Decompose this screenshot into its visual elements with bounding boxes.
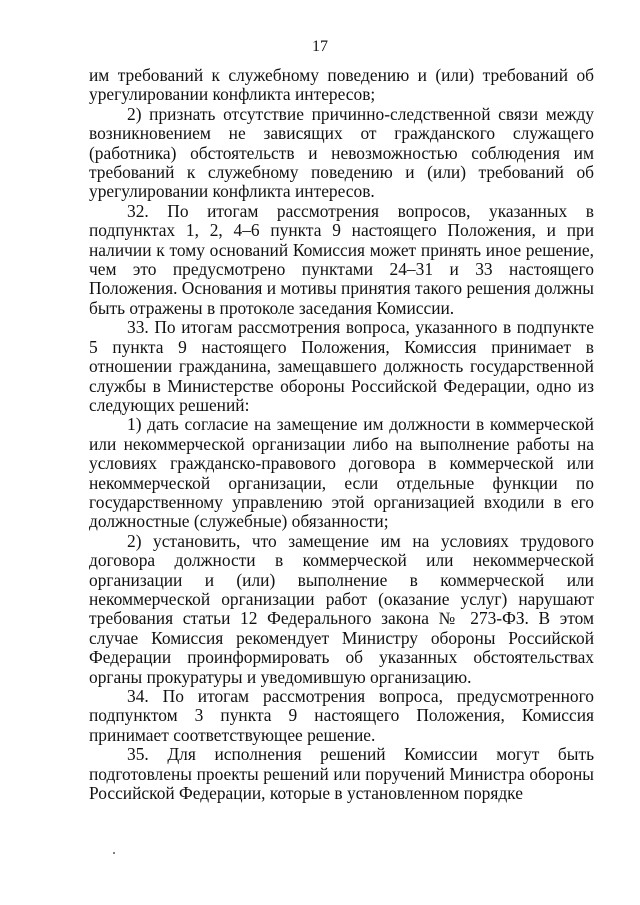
document-body (89, 66, 594, 803)
paragraph-34: 34. По итогам рассмотрения вопроса, предусмотренного подпунктом 3 пункта 9 настоящего Положения, Комиссия принимает соответствующее решение. (89, 686, 594, 745)
paragraph-32: 32. По итогам рассмотрения вопросов, указанных в подпунктах 1, 2, 4–6 пункта 9 настоящего Положения, и при наличии к тому оснований Комиссия может принять иное решение, чем это предусмотрено пунктами 24–31 и 33 настоящего Положения. Основания и мотивы принятия такого решения должны быть отражены в протоколе заседания Комиссии. (89, 200, 594, 318)
paragraph-continuation: им требований к служебному поведению и (или) требований об урегулировании конфликта интересов; (89, 65, 594, 105)
scan-speck (113, 852, 115, 854)
paragraph-33-item-2: 2) установить, что замещение им на условиях трудового договора должности в коммерческой или некоммерческой организации и (или) выполнение в коммерческой или некоммерческой организации работ (оказание услуг) нарушают требования статьи 12 Федерального закона № 273-ФЗ. В этом случае Комиссия рекомендует Министру обороны Российской Федерации проинформировать об указанных обстоятельствах органы прокуратуры и уведомившую организацию. (89, 530, 594, 687)
paragraph-subitem-2: 2) признать отсутствие причинно-следственной связи между возникновением не зависящих от гражданского служащего (работника) обстоятельств и невозможностью соблюдения им требований к служебному поведению и (или) требований об урегулировании конфликта интересов. (89, 103, 594, 202)
paragraph-33-item-1: 1) дать согласие на замещение им должности в коммерческой или некоммерческой организации либо на выполнение работы на условиях гражданско-правового договора в коммерческой или некоммерческой организации, если отдельные функции по государственному управлению этой организацией входили в его должностные (служебные) обязанности; (89, 414, 594, 532)
paragraph-35: 35. Для исполнения решений Комиссии могут быть подготовлены проекты решений или поручений Министра обороны Российской Федерации, которые в установленном порядке (89, 744, 594, 804)
paragraph-33: 33. По итогам рассмотрения вопроса, указанного в подпункте 5 пункта 9 настоящего Положения, Комиссия принимает в отношении гражданина, замещавшего должность государственной службы в Министерстве обороны Российской Федерации, одно из следующих решений: (89, 317, 594, 415)
page-number: 17 (312, 38, 328, 55)
